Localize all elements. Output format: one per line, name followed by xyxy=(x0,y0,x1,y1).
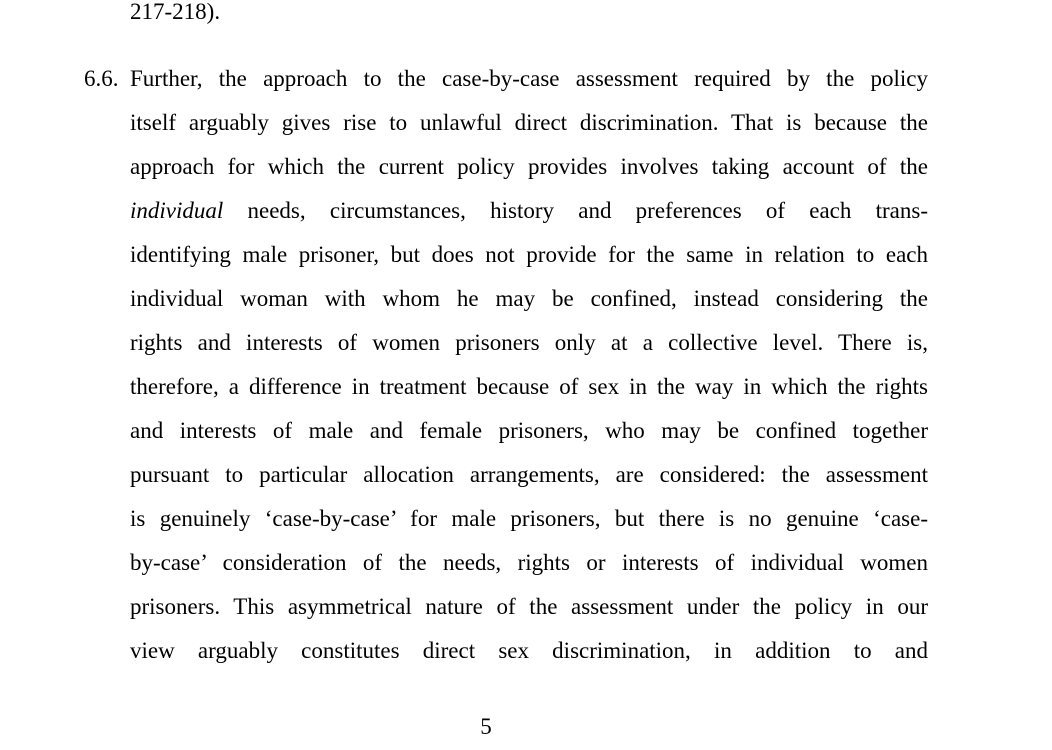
paragraph-line: pursuant to particular allocation arrangements, are considered: the assessment xyxy=(130,462,928,487)
paragraph-line: is genuinely ‘case-by-case’ for male prisoners, but there is no genuine ‘case- xyxy=(130,506,928,531)
paragraph-line-rest: needs, circumstances, history and preferences of each trans- xyxy=(223,198,928,223)
paragraph-line: and interests of male and female prisoners, who may be confined together xyxy=(130,418,928,443)
paragraph-line: itself arguably gives rise to unlawful direct discrimination. That is because the xyxy=(130,110,928,135)
paragraph-line: Further, the approach to the case-by-case assessment required by the policy xyxy=(130,66,928,91)
paragraph-line: rights and interests of women prisoners only at a collective level. There is, xyxy=(130,330,928,355)
paragraph-line: by-case’ consideration of the needs, rights or interests of individual women xyxy=(130,550,928,575)
italic-emphasis: individual xyxy=(130,198,224,223)
carryover-line: 217-218). xyxy=(130,0,221,24)
paragraph-number: 6.6. xyxy=(84,66,119,91)
page-number: 5 xyxy=(480,714,492,739)
paragraph-line: view arguably constitutes direct sex discrimination, in addition to and xyxy=(130,638,928,663)
paragraph-line: therefore, a difference in treatment because of sex in the way in which the rights xyxy=(130,374,928,399)
paragraph-line: individual woman with whom he may be confined, instead considering the xyxy=(130,286,928,311)
paragraph-line xyxy=(130,196,928,226)
paragraph-line: approach for which the current policy provides involves taking account of the xyxy=(130,154,928,179)
paragraph-line: prisoners. This asymmetrical nature of the assessment under the policy in our xyxy=(130,594,928,619)
paragraph-line: identifying male prisoner, but does not provide for the same in relation to each xyxy=(130,242,928,267)
